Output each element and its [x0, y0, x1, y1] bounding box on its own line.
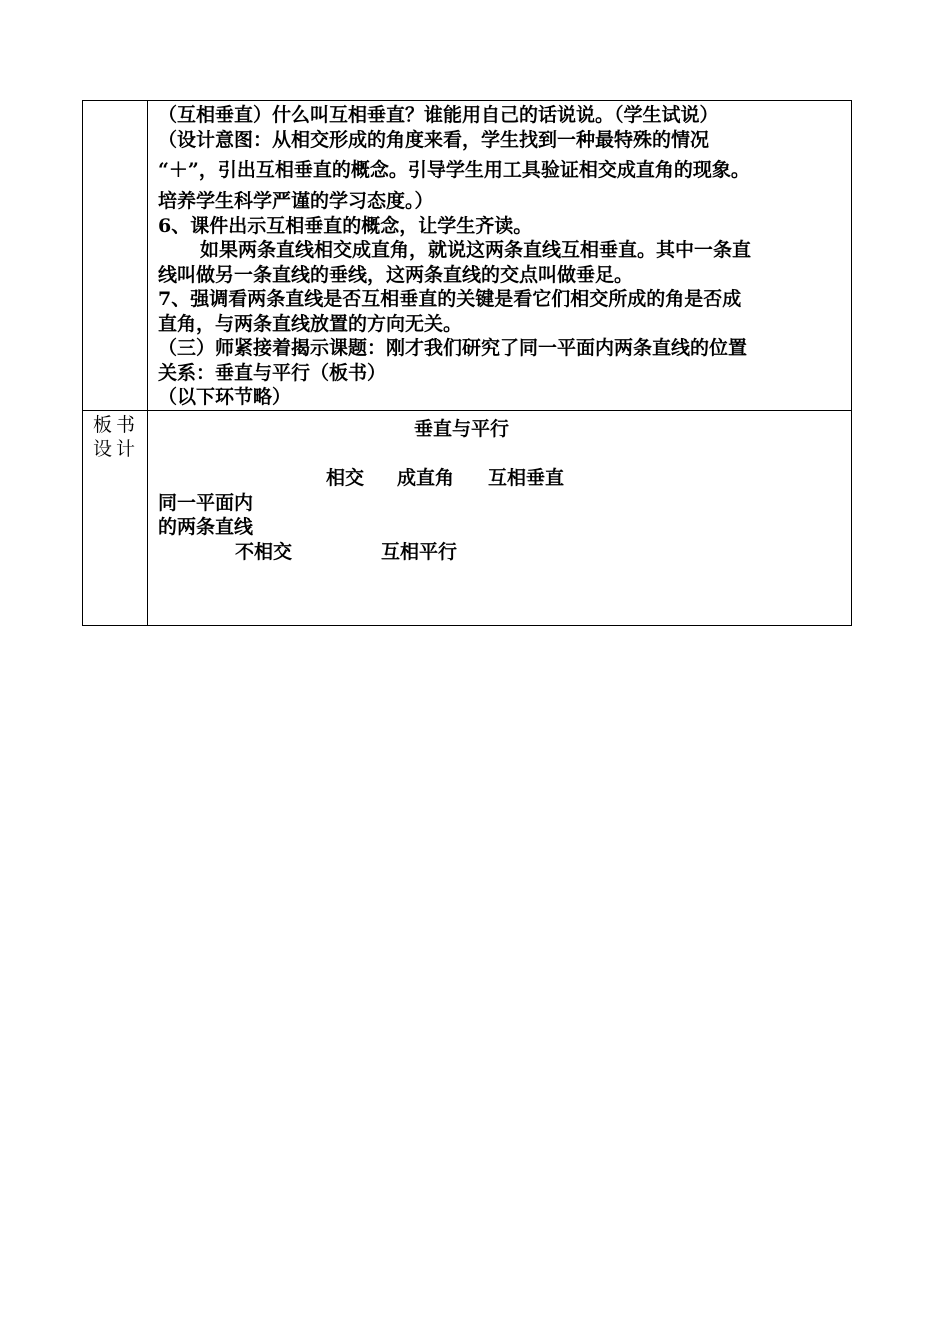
board-right-angle: 成直角: [397, 466, 455, 489]
text-line-8: 7、强调看两条直线是否互相垂直的关键是看它们相交所成的角是否成: [158, 288, 742, 310]
process-row: [83, 101, 852, 411]
row-label-empty: [83, 101, 148, 411]
text-line-2: （设计意图：从相交形成的角度来看，学生找到一种最特殊的情况: [158, 128, 710, 151]
text-line-12: （以下环节略）: [158, 386, 292, 408]
board-not-intersect: 不相交: [235, 540, 293, 563]
board-design-row: [83, 410, 852, 625]
process-content-cell: [148, 101, 852, 411]
text-line-10: （三）师紧接着揭示课题：刚才我们研究了同一平面内两条直线的位置: [158, 337, 748, 359]
text-line-5: 6、课件出示互相垂直的概念，让学生齐读。: [158, 214, 533, 237]
board-label-line-2: 设计: [93, 437, 140, 460]
text-line-11: 关系：垂直与平行（板书）: [158, 361, 387, 384]
board-design-label-cell: [83, 410, 148, 625]
board-intersect: 相交: [326, 466, 365, 489]
board-same-plane: 同一平面内: [158, 491, 254, 514]
board-parallel: 互相平行: [381, 540, 458, 563]
board-two-lines: 的两条直线: [158, 515, 254, 538]
board-label-line-1: 板书: [93, 413, 140, 436]
text-line-1: （互相垂直）什么叫互相垂直？谁能用自己的话说说。（学生试说）: [158, 104, 719, 126]
board-design-content-cell: [148, 410, 852, 625]
lesson-plan-table: [82, 100, 852, 626]
text-line-3: “＋”，引出互相垂直的概念。引导学生用工具验证相交成直角的现象。: [158, 159, 750, 181]
board-title: 垂直与平行: [414, 417, 510, 440]
text-line-4: 培养学生科学严谨的学习态度。）: [158, 190, 434, 212]
text-line-9: 直角，与两条直线放置的方向无关。: [158, 312, 463, 335]
text-line-7: 线叫做另一条直线的垂线，这两条直线的交点叫做垂足。: [158, 263, 634, 286]
text-line-6: 如果两条直线相交成直角，就说这两条直线互相垂直。其中一条直: [200, 239, 752, 261]
board-perpendicular: 互相垂直: [488, 466, 565, 489]
